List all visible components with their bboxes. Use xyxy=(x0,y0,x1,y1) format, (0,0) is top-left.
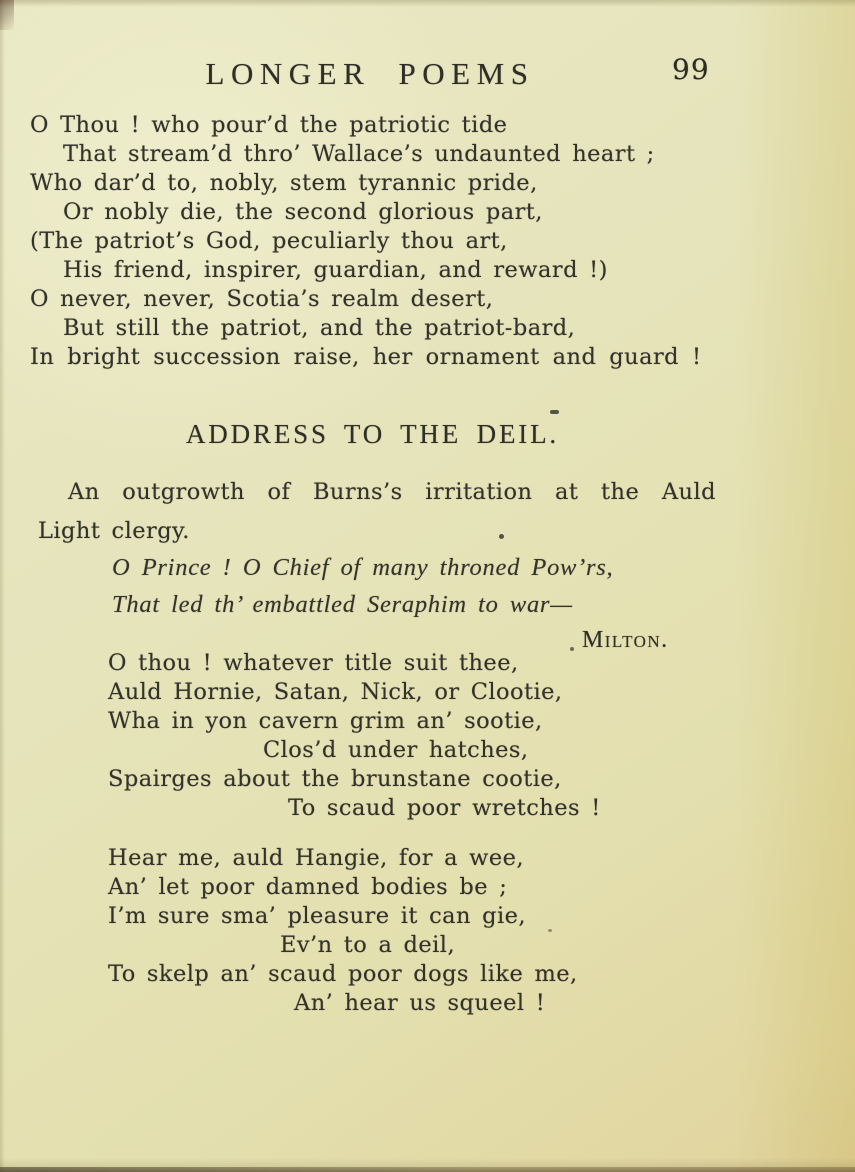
poem-line: Auld Hornie, Satan, Nick, or Clootie, xyxy=(108,679,563,705)
poem-line: Spairges about the brunstane cootie, xyxy=(108,766,562,792)
scan-speck xyxy=(550,410,559,414)
epigraph-attribution: Milton. xyxy=(582,627,669,653)
poem-line: O Thou ! who pour’d the patriotic tide xyxy=(30,112,508,138)
poem-line: In bright succession raise, her ornament and guard ! xyxy=(30,344,702,370)
intro-line: An outgrowth of Burns’s irritation at the Auld xyxy=(68,479,716,505)
poem-stanza-1 xyxy=(108,649,601,823)
page-header-title: LONGER POEMS xyxy=(205,56,535,91)
poem-line: (The patriot’s God, peculiarly thou art, xyxy=(30,228,508,254)
poem-stanza-2 xyxy=(108,844,578,1018)
scan-speck xyxy=(570,647,574,651)
poem-line: O thou ! whatever title suit thee, xyxy=(108,650,519,676)
poem-line: That stream’d thro’ Wallace’s undaunted heart ; xyxy=(63,141,655,167)
poem-line: An’ hear us squeel ! xyxy=(294,990,546,1016)
running-head xyxy=(0,56,740,92)
scan-edge-shadow xyxy=(0,0,14,30)
scan-speck xyxy=(499,534,504,539)
epigraph-line: O Prince ! O Chief of many throned Pow’rs, xyxy=(112,554,614,581)
poem-line: Clos’d under hatches, xyxy=(263,737,529,763)
poem-line: Who dar’d to, nobly, stem tyrannic pride, xyxy=(30,170,538,196)
poem-line: His friend, inspirer, guardian, and reward !) xyxy=(63,257,608,283)
poem-line: Ev’n to a deil, xyxy=(280,932,456,958)
intro-line: Light clergy. xyxy=(38,518,190,544)
poem-line: To skelp an’ scaud poor dogs like me, xyxy=(108,961,578,987)
scan-edge-shadow xyxy=(0,1167,855,1172)
page-number: 99 xyxy=(672,53,710,86)
poem-line: I’m sure sma’ pleasure it can gie, xyxy=(108,903,526,929)
poem-line: To scaud poor wretches ! xyxy=(288,795,601,821)
section-intro xyxy=(38,473,716,551)
epigraph-line: That led th’ embattled Seraphim to war— xyxy=(112,591,573,618)
poem-line: An’ let poor damned bodies be ; xyxy=(108,874,508,900)
scan-speck xyxy=(548,929,552,932)
poem-line: But still the patriot, and the patriot-bard, xyxy=(63,315,576,341)
poem-line: O never, never, Scotia’s realm desert, xyxy=(30,286,494,312)
poem-line: Hear me, auld Hangie, for a wee, xyxy=(108,845,525,871)
poem-ending-stanza xyxy=(30,111,702,372)
epigraph xyxy=(112,549,613,623)
poem-line: Or nobly die, the second glorious part, xyxy=(63,199,543,225)
section-title: ADDRESS TO THE DEIL. xyxy=(185,419,560,449)
poem-line: Wha in yon cavern grim an’ sootie, xyxy=(108,708,543,734)
